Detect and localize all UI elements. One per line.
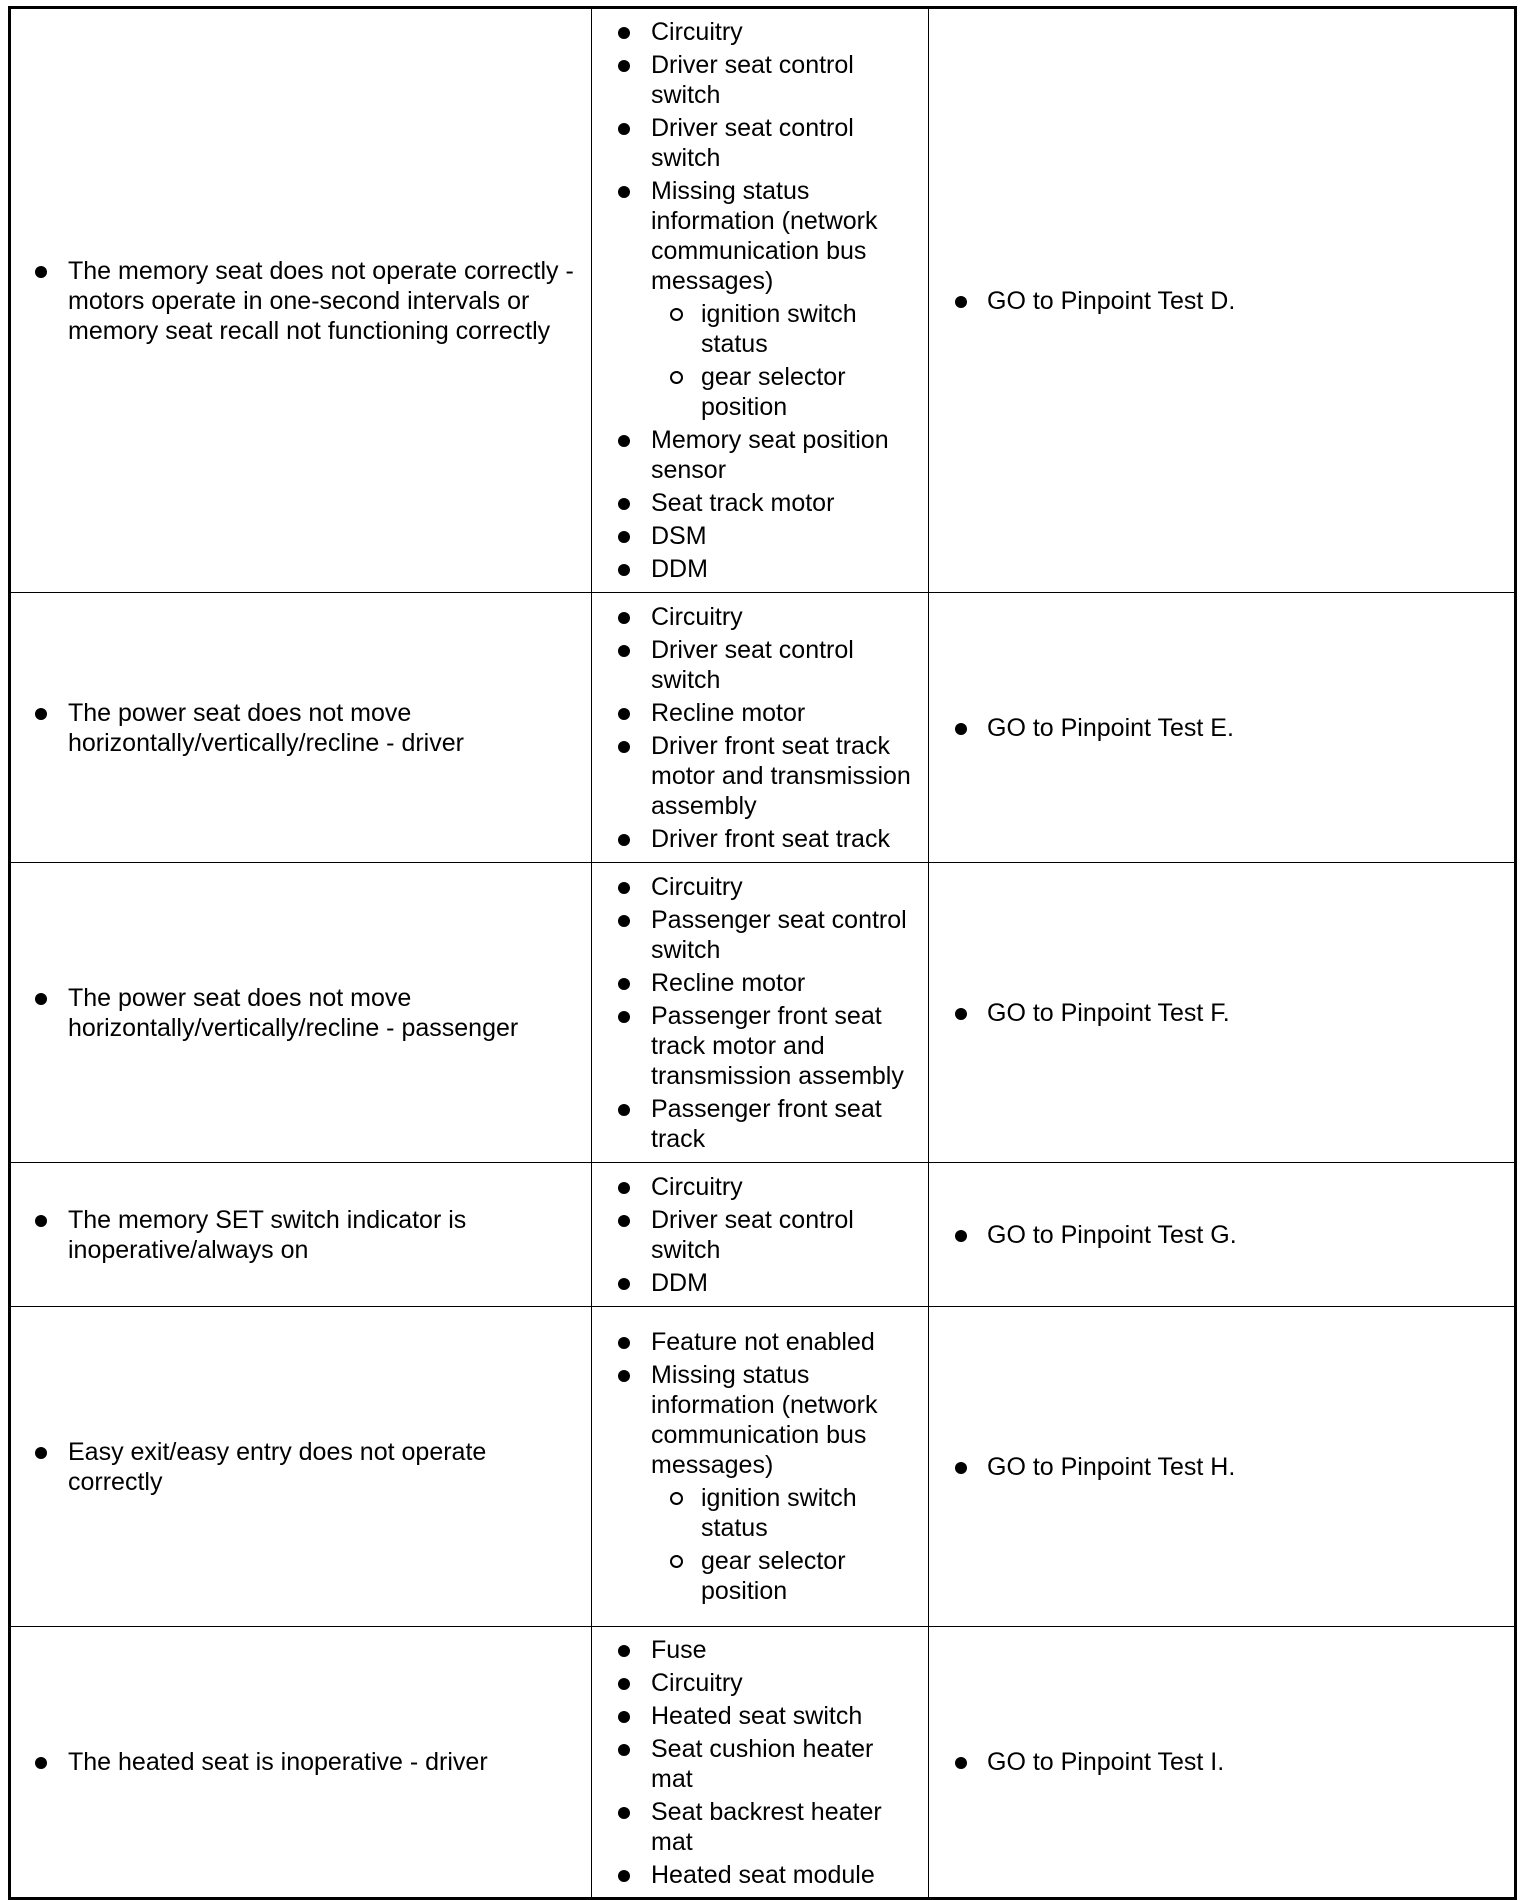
possible-source-item — [592, 731, 920, 821]
possible-source-text: Passenger front seat track — [651, 1094, 882, 1153]
possible-source-item — [592, 1001, 920, 1091]
possible-source-text: Driver front seat track — [651, 824, 890, 853]
table-body — [10, 8, 1516, 1899]
possible-source-text: Seat cushion heater mat — [651, 1734, 874, 1793]
possible-source-text: Seat track motor — [651, 489, 835, 517]
possible-source-cell — [592, 593, 929, 863]
table-row — [10, 863, 1516, 1163]
possible-source-cell — [592, 8, 929, 593]
possible-source-text: Circuitry — [651, 1668, 743, 1697]
possible-source-text: DDM — [651, 555, 708, 583]
possible-source-text: Missing status information (network communication bus messages) — [651, 177, 878, 295]
action-text: GO to Pinpoint Test F. — [929, 998, 1514, 1028]
possible-source-item — [592, 1172, 920, 1202]
possible-source-item — [592, 1797, 920, 1857]
action-cell — [929, 1163, 1516, 1307]
possible-source-subitem: gear selector position — [651, 1546, 920, 1606]
possible-source-item — [592, 1668, 920, 1698]
possible-source-text: Driver seat control switch — [651, 1205, 854, 1264]
possible-source-item — [592, 635, 920, 695]
possible-source-text: Missing status information (network communication bus messages) — [651, 1361, 878, 1479]
possible-source-text: Recline motor — [651, 698, 806, 727]
possible-source-text: DDM — [651, 1268, 708, 1297]
possible-source-item — [592, 17, 920, 47]
possible-source-item — [592, 521, 920, 551]
table-row — [10, 1307, 1516, 1627]
symptom-cell — [10, 1307, 592, 1627]
possible-source-text: Heated seat switch — [651, 1701, 863, 1730]
possible-source-item — [592, 1734, 920, 1794]
possible-source-cell — [592, 1307, 929, 1627]
action-cell — [929, 1627, 1516, 1899]
possible-source-text: Passenger front seat track motor and transmission assembly — [651, 1001, 904, 1090]
table-row — [10, 1163, 1516, 1307]
symptom-text: The heated seat is inoperative - driver — [11, 1747, 579, 1777]
possible-source-text: Circuitry — [651, 1172, 743, 1201]
table-row — [10, 593, 1516, 863]
action-text: GO to Pinpoint Test G. — [929, 1220, 1514, 1250]
possible-source-text: Circuitry — [651, 18, 743, 46]
possible-source-item — [592, 1860, 920, 1890]
symptom-cell — [10, 8, 592, 593]
action-text: GO to Pinpoint Test H. — [929, 1452, 1514, 1482]
table-row — [10, 8, 1516, 593]
possible-source-item — [592, 824, 920, 854]
possible-source-item — [592, 905, 920, 965]
action-text: GO to Pinpoint Test I. — [929, 1747, 1514, 1777]
possible-source-text: Memory seat position sensor — [651, 426, 889, 484]
possible-source-text: Driver front seat track motor and transmission assembly — [651, 731, 911, 820]
possible-source-text: Driver seat control switch — [651, 51, 854, 109]
symptom-text: Easy exit/easy entry does not operate correctly — [11, 1437, 579, 1497]
action-text: GO to Pinpoint Test D. — [929, 286, 1514, 316]
possible-source-text: Circuitry — [651, 602, 743, 631]
symptom-text: The power seat does not move horizontally/vertically/recline - passenger — [11, 983, 579, 1043]
possible-source-item — [592, 425, 920, 485]
possible-source-item — [592, 872, 920, 902]
symptom-cell — [10, 1163, 592, 1307]
table-row — [10, 1627, 1516, 1899]
possible-source-text: DSM — [651, 522, 707, 550]
possible-source-item — [592, 50, 920, 110]
possible-source-item — [592, 488, 920, 518]
possible-source-item — [592, 602, 920, 632]
possible-source-cell — [592, 863, 929, 1163]
action-text: GO to Pinpoint Test E. — [929, 713, 1514, 743]
symptom-cell — [10, 863, 592, 1163]
possible-source-item — [592, 1094, 920, 1154]
symptom-text: The memory SET switch indicator is inoperative/always on — [11, 1205, 579, 1265]
possible-source-subitem: ignition switch status — [651, 1483, 920, 1543]
possible-source-text: Heated seat module — [651, 1860, 875, 1889]
symptom-cell — [10, 1627, 592, 1899]
symptom-cell — [10, 593, 592, 863]
possible-source-subitem: gear selector position — [651, 362, 920, 422]
possible-source-subitem: ignition switch status — [651, 299, 920, 359]
possible-source-item — [592, 1327, 920, 1357]
possible-source-item — [592, 113, 920, 173]
symptom-text: The power seat does not move horizontally/vertically/recline - driver — [11, 698, 579, 758]
possible-source-cell — [592, 1627, 929, 1899]
action-cell — [929, 593, 1516, 863]
possible-source-item — [592, 1635, 920, 1665]
possible-source-item — [592, 698, 920, 728]
possible-source-text: Circuitry — [651, 872, 743, 901]
symptom-chart-table — [8, 6, 1517, 1900]
possible-source-item — [592, 554, 920, 584]
action-cell — [929, 8, 1516, 593]
possible-source-text: Seat backrest heater mat — [651, 1797, 882, 1856]
possible-source-text: Fuse — [651, 1635, 707, 1664]
action-cell — [929, 863, 1516, 1163]
possible-source-text: Passenger seat control switch — [651, 905, 907, 964]
possible-source-item — [592, 1701, 920, 1731]
symptom-text: The memory seat does not operate correctly - motors operate in one-second intervals or memory seat recall not functioning correctly — [11, 256, 579, 346]
possible-source-text: Recline motor — [651, 968, 806, 997]
action-cell — [929, 1307, 1516, 1627]
possible-source-item — [592, 1360, 920, 1606]
possible-source-text: Driver seat control switch — [651, 635, 854, 694]
possible-source-item — [592, 1268, 920, 1298]
possible-source-cell — [592, 1163, 929, 1307]
possible-source-text: Driver seat control switch — [651, 114, 854, 172]
possible-source-text: Feature not enabled — [651, 1328, 875, 1356]
possible-source-item — [592, 1205, 920, 1265]
possible-source-item — [592, 968, 920, 998]
possible-source-item — [592, 176, 920, 422]
